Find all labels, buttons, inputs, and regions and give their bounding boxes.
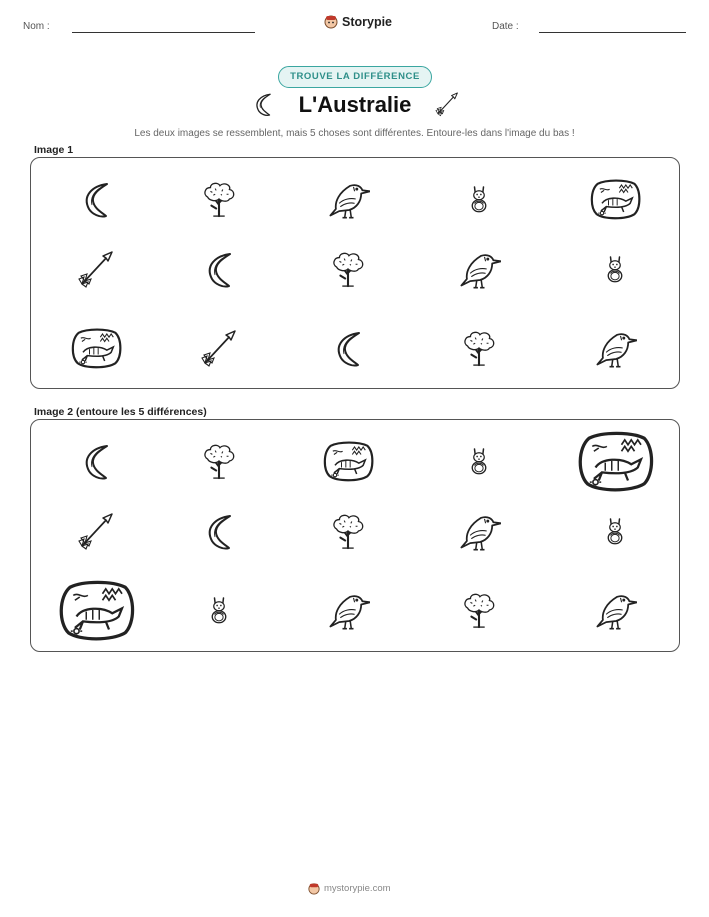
kookaburra-icon — [455, 247, 503, 291]
instructions: Les deux images se ressemblent, mais 5 choses sont différentes. Entoure-les dans l'image du bas ! — [134, 128, 575, 139]
name-field[interactable] — [72, 32, 255, 33]
kangaroo-icon — [600, 247, 630, 291]
tree-icon[interactable] — [329, 509, 367, 553]
kookaburra-icon[interactable] — [455, 509, 503, 553]
tree-icon — [200, 177, 238, 221]
page-title: L'Australie — [298, 92, 412, 117]
title-boomerang-icon — [250, 91, 276, 122]
name-label: Nom : — [23, 21, 50, 32]
tree-icon[interactable] — [460, 588, 498, 632]
rock-art-icon[interactable] — [322, 439, 374, 483]
image1-label: Image 1 — [34, 144, 74, 156]
arrow-icon — [76, 246, 116, 292]
image1-panel — [30, 157, 680, 389]
rock-art-icon — [70, 326, 122, 370]
kookaburra-icon[interactable] — [591, 588, 639, 632]
rock-art-icon[interactable] — [57, 577, 135, 643]
boomerang-icon[interactable] — [199, 511, 239, 551]
kookaburra-icon — [324, 177, 372, 221]
tree-icon — [460, 326, 498, 370]
image2-panel[interactable] — [30, 419, 680, 652]
arrow-icon — [199, 325, 239, 371]
boomerang-icon — [76, 179, 116, 219]
kangaroo-icon[interactable] — [204, 588, 234, 632]
rock-art-icon[interactable] — [576, 428, 654, 494]
storypie-mascot-icon — [324, 14, 338, 29]
kookaburra-icon[interactable] — [324, 588, 372, 632]
date-label: Date : — [492, 21, 519, 32]
boomerang-icon — [328, 328, 368, 368]
brand-logo — [324, 14, 392, 29]
rock-art-icon — [589, 177, 641, 221]
arrow-icon[interactable] — [76, 508, 116, 554]
image2-label: Image 2 (entoure les 5 différences) — [34, 406, 207, 418]
kangaroo-icon[interactable] — [600, 509, 630, 553]
kookaburra-icon — [591, 326, 639, 370]
kangaroo-icon — [464, 177, 494, 221]
activity-badge: TROUVE LA DIFFÉRENCE — [278, 66, 432, 88]
date-field[interactable] — [539, 32, 686, 33]
tree-icon[interactable] — [200, 439, 238, 483]
storypie-mascot-icon — [308, 882, 320, 895]
boomerang-icon[interactable] — [76, 441, 116, 481]
kangaroo-icon[interactable] — [464, 439, 494, 483]
boomerang-icon — [199, 249, 239, 289]
footer-site[interactable]: mystorypie.com — [324, 883, 391, 894]
brand-name: Storypie — [342, 14, 393, 29]
footer — [308, 882, 391, 895]
title-arrow-icon — [434, 90, 460, 123]
tree-icon — [329, 247, 367, 291]
